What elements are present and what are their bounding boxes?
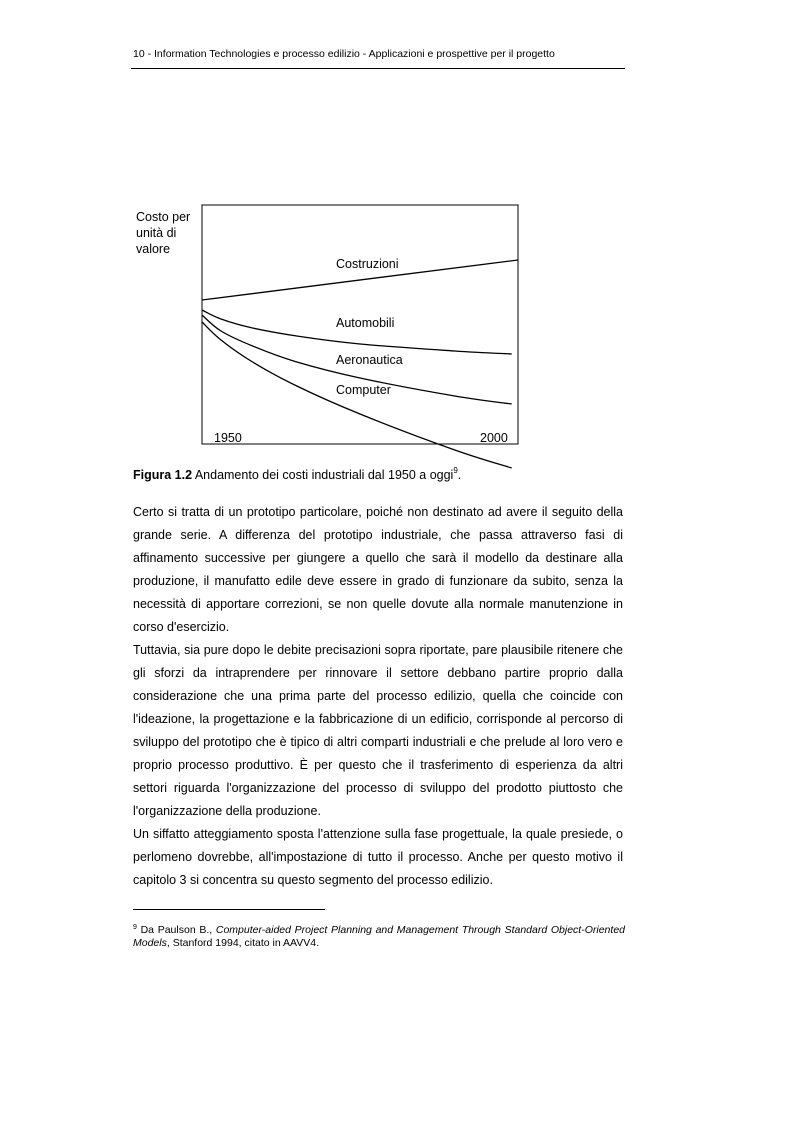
paragraph: Un siffatto atteggiamento sposta l'attenzione sulla fase progettuale, la quale presiede, o perlomeno dovrebbe, all'impostazione di tutto il processo. Anche per questo motivo il capitolo 3 si concentra su questo segmento del processo edilizio. (133, 827, 623, 887)
caption-end: . (457, 468, 462, 482)
figure-label: Figura 1.2 (133, 468, 193, 482)
footnote-suffix: , Stanford 1994, citato in AAVV4. (166, 937, 320, 949)
ylabel-line: unità di (136, 226, 177, 240)
series-label-automobili: Automobili (336, 316, 395, 330)
paragraph: Tuttavia, sia pure dopo le debite precisazioni sopra riportate, pare plausibile ritenere che gli sforzi da intraprendere per rinnovare il settore debbano partire proprio dalla considerazione che una prima parte del processo edilizio, quella che coincide con l'ideazione, la progettazione e la fabbricazione di un edificio, corrisponde al percorso di sviluppo del prototipo che è tipico di altri comparti industriali e che prelude al loro vero e proprio processo produttivo. È per questo che il trasferimento di esperienza da altri settori riguarda l'organizzazione del processo di sviluppo del prodotto piuttosto che l'organizzazione della produzione. (133, 643, 623, 818)
page-number: 10 (133, 48, 145, 60)
footnote-ref: 9 (453, 466, 458, 475)
figure-caption (133, 462, 461, 484)
x-tick-2000: 2000 (480, 431, 508, 445)
caption-text: Andamento dei costi industriali dal 1950 a oggi (192, 468, 454, 482)
paragraph: Certo si tratta di un prototipo particolare, poiché non destinato ad avere il seguito della grande serie. A differenza del prototipo industriale, che passa attraverso fasi di affinamento successive per giungere a quello che sarà il modello da destinare alla produzione, il manufatto edile deve essere in grado di funzionare da subito, senza la necessità di apportare correzioni, se non quelle dovute alla normale manutenzione in corso d'esercizio. (133, 505, 623, 634)
running-title: - Information Technologies e processo edilizio - Applicazioni e prospettive per il progetto (144, 48, 555, 60)
footnote-prefix: Da Paulson B., (136, 924, 216, 936)
x-tick-1950: 1950 (214, 431, 242, 445)
ylabel-line: valore (136, 242, 171, 256)
footnote-title: Computer-aided Project Planning and Management Through Standard Object-Oriented Models (133, 924, 625, 949)
footnote-number: 9 (133, 924, 137, 931)
footnote (133, 921, 625, 950)
series-label-computer: Computer (336, 383, 391, 397)
series-label-costruzioni: Costruzioni (336, 257, 399, 271)
ylabel-line: Costo per (136, 210, 191, 224)
series-label-aeronautica: Aeronautica (336, 353, 403, 367)
body-text (133, 501, 623, 892)
footnote-rule (133, 909, 325, 910)
